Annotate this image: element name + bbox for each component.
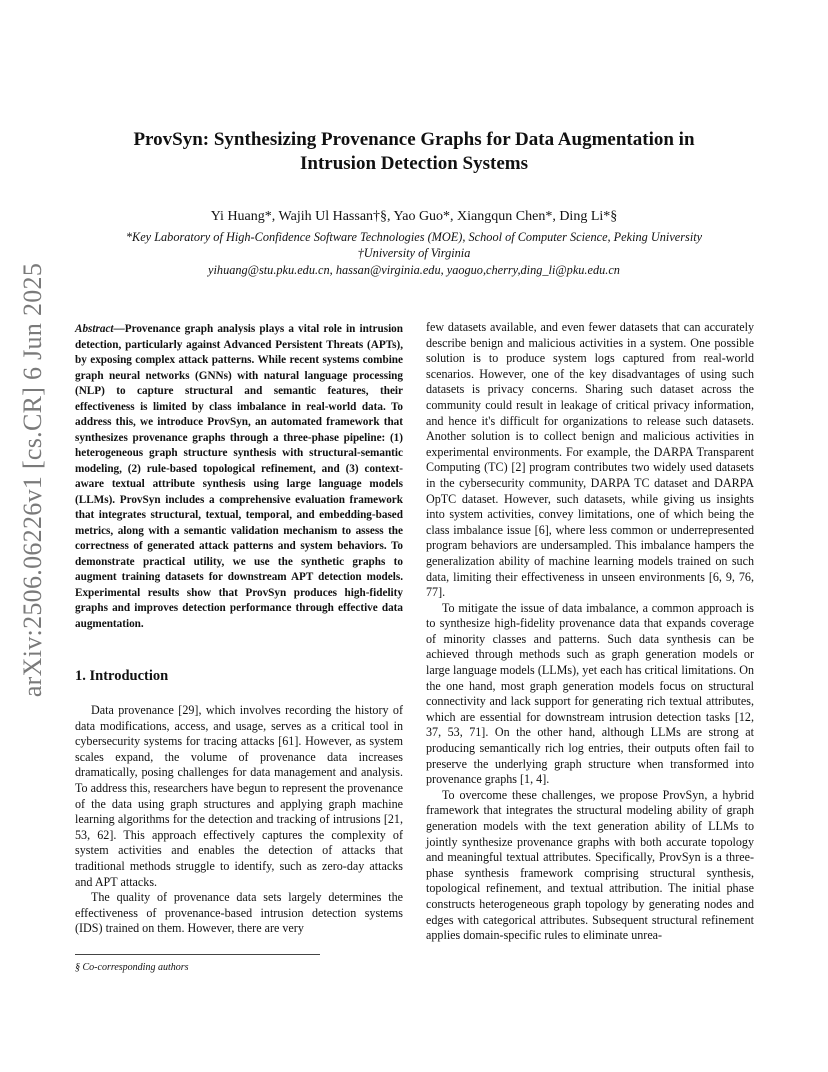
paragraph: To mitigate the issue of data imbalance, a common approach is to synthesize high-fidelity provenance data that expands coverage of minority classes and patterns. Such data synthesis can be achieved through methods such as graph generation models or large language models (LLMs), yet each has critical limitations. On the one hand, most graph generation models focus on structural connectivity and lack support for generating rich textual attributes, which are essential for downstream intrusion detection tasks [12, 37, 53, 71]. On the other hand, although LLMs are strong at producing semantically rich log entries, their outputs often fail to preserve the underlying graph structure when transformed into provenance graphs [1, 4]. (426, 600, 754, 787)
title-line-1: ProvSyn: Synthesizing Provenance Graphs for Data Augmentation in (133, 129, 695, 150)
affiliation-pku: *Key Laboratory of High-Confidence Software Technologies (MOE), School of Computer Science, Peking University (125, 230, 703, 244)
left-column-body (75, 703, 403, 937)
section-heading-introduction: 1. Introduction (75, 668, 169, 684)
arxiv-sidebar (10, 262, 56, 698)
abstract-label: Abstract (75, 323, 114, 335)
author-emails: yihuang@stu.pku.edu.cn, hassan@virginia.edu, yaoguo,cherry,ding_li@pku.edu.cn (208, 263, 620, 277)
title-line-2: Intrusion Detection Systems (300, 153, 528, 174)
footnote-rule (75, 954, 320, 955)
paper-title (100, 128, 728, 176)
paragraph: To overcome these challenges, we propose ProvSyn, a hybrid framework that integrates the structural modeling ability of graph generation models with the text generation ability of LLMs to jointly synthesize provenance graphs with both accurate topology and meaningful textual attributes. Specifically, ProvSyn is a three-phase synthesis framework comprising structural synthesis, topological refinement, and textual attribution. The initial phase constructs heterogeneous graph topology by generating nodes and edges with categorical attributes. Subsequent structural refinement applies domain-specific rules to eliminate unrea- (426, 787, 754, 943)
arxiv-identifier: arXiv:2506.06226v1 [cs.CR] 6 Jun 2025 (18, 262, 47, 698)
abstract (75, 322, 403, 632)
author-list: Yi Huang*, Wajih Ul Hassan†§, Yao Guo*, Xiangqun Chen*, Ding Li*§ (210, 209, 618, 224)
paragraph: The quality of provenance data sets largely determines the effectiveness of provenance-based intrusion detection systems (IDS) trained on them. However, there are very (75, 890, 403, 936)
abstract-text: —Provenance graph analysis plays a vital role in intrusion detection, particularly against Advanced Persistent Threats (APTs), by exposing complex attack patterns. While recent systems combine graph neural networks (GNNs) with natural language processing (NLP) to capture structural and semantic features, their effectiveness is limited by class imbalance in real-world data. To address this, we introduce ProvSyn, an automated framework that synthesizes provenance graphs through a three-phase pipeline: (1) heterogeneous graph structure synthesis with structural-semantic modeling, (2) rule-based topological refinement, and (3) context-aware textual attribute synthesis using large language models (LLMs). ProvSyn includes a comprehensive evaluation framework that integrates structural, textual, temporal, and embedding-based metrics, along with a semantic validation mechanism to assess the correctness of generated attack patterns and system behaviors. To demonstrate practical utility, we use the synthetic graphs to augment training datasets for downstream APT detection models. Experimental results show that ProvSyn produces high-fidelity graphs and improves detection performance through effective data augmentation. (75, 323, 403, 630)
affiliation-uva: †University of Virginia (357, 246, 471, 260)
footnote: § Co-corresponding authors (75, 962, 189, 973)
paragraph: few datasets available, and even fewer datasets that can accurately describe benign and malicious activities in a system. One possible solution is to produce system logs captured from real-world scenarios. However, one of the key disadvantages of using such datasets is privacy concerns. Sharing such dataset across the community could result in leakage of critical privacy information, and hence it's difficult for organizations to release such datasets. Another solution is to collect benign and malicious activities in experimental environments. For example, the DARPA Transparent Computing (TC) [2] program contributes two widely used datasets in the cybersecurity community, DARPA TC dataset and DARPA OpTC dataset. However, such datasets, while giving us insights into system activities, convey limitations, one of which being the class imbalance issue [6], where less common or underrepresented program behaviors are undersampled. This imbalance hampers the generalization ability of machine learning models trained on such data, limiting their effectiveness in unseen environments [6, 9, 76, 77]. (426, 320, 754, 600)
right-column-body (426, 320, 754, 944)
paragraph: Data provenance [29], which involves recording the history of data modifications, access, and usage, serves as a critical tool in cybersecurity systems for tracing attacks [61]. However, as system scales expand, the volume of provenance data increases dramatically, posing challenges for data management and analysis. To address this, researchers have begun to represent the provenance of the data using graph structures and applying graph machine learning algorithms for the detection and tracking of intrusions [21, 53, 62]. This approach effectively captures the complexity of system activities and enables the detection of attacks that traditional methods struggle to identify, such as zero-day attacks and APT attacks. (75, 703, 403, 889)
